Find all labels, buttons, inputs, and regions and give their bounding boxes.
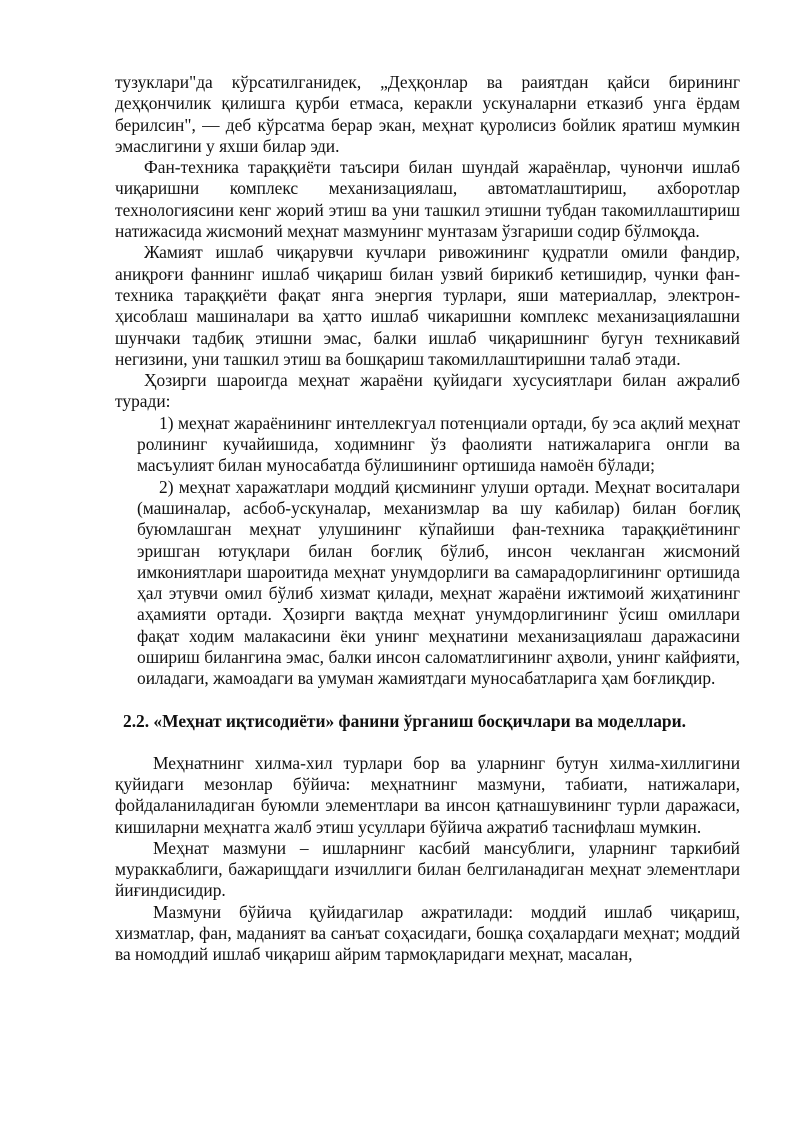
- paragraph: Мазмуни бўйича қуйидагилар ажратилади: моддий ишлаб чиқариш, хизматлар, фан, маданият ва санъат соҳасидаги, бошқа соҳалардаги меҳнат; моддий ва номоддий ишлаб чиқариш айрим тармоқларидаги меҳнат, масалан,: [115, 901, 740, 965]
- list-item-number: 2): [159, 476, 174, 497]
- paragraph: Меҳнат мазмуни – ишларнинг касбий мансублиги, уларнинг таркибий мураккаблиги, бажарищдаги изчиллиги билан белгиланадиган меҳнат элементлари йиғиндисидир.: [115, 837, 740, 901]
- list-item-number: 1): [159, 412, 174, 433]
- top-text: [115, 72, 740, 413]
- paragraph-continuation: тузуклари"да кўрсатилганидек, „Деҳқонлар ва раиятдан қайси бирининг деҳқончилик қилишга қурби етмаса, керакли ускуналарни етказиб унга ёрдам берилсин", — деб кўрсатма берар экан, меҳнат қуролисиз бойлик яратиш мумкин эмаслигини у яхши билар эди.: [115, 72, 740, 156]
- section-heading: 2.2. «Меҳнат иқтисодиёти» фанини ўрганиш босқичлари ва моделлари.: [123, 710, 686, 731]
- list-item: [137, 413, 740, 477]
- list-item: [137, 477, 740, 690]
- paragraph: Ҳозирги шароигда меҳнат жараёни қуйидаги хусусиятлари билан ажралиб туради:: [115, 370, 740, 412]
- numbered-list: [115, 413, 740, 690]
- paragraph: Жамият ишлаб чиқарувчи кучлари ривожининг қудратли омили фандир, аниқроғи фаннинг ишлаб чиқариш билан узвий бирикиб кетишидир, чунки фан-техника тараққиёти фақат янга энергия турлари, яши материаллар, электрон-ҳисоблаш машиналари ва ҳатто ишлаб чикаришни комплекс механизациялашни шунчаки тадбиқ этишни эмас, балки ишлаб чиқаришнинг бугун техникавий негизини, уни ташкил этиш ва бошқариш такомиллаштиришни талаб этади.: [115, 242, 740, 369]
- section-text: [115, 753, 740, 966]
- paragraph: Фан-техника тараққиёти таъсири билан шундай жараёнлар, чунончи ишлаб чиқаришни комплекс механизациялаш, автоматлаштириш, ахборотлар технологиясини кенг жорий этиш ва уни ташкил этишни тубдан такомиллаштириш натижасида жисмоний меҳнат мазмунинг мунтазам ўзгариши содир бўлмоқда.: [115, 157, 740, 242]
- list-item-text: меҳнат жараёнининг интеллекгуал потенциали ортади, бу эса ақлий меҳнат ролининг кучайишида, ходимнинг ўз фаолияти натижаларига онгли ва масъулият билан муносабатда бўлишининг ортишида намоён бўлади;: [137, 412, 740, 476]
- list-item-text: меҳнат харажатлари моддий қисмининг улуши ортади. Меҳнат воситалари (машиналар, асбоб-ускуналар, механизмлар ва шу кабилар) билан боғлиқ буюмлашган меҳнат улушининг кўпайиши фан-техника тараққиётининг эришган ютуқлари билан боғлиқ бўлиб, инсон чекланган жисмоний имкониятлари шароитида меҳнат унумдорлиги ва самарадорлигининг ортишида ҳал этувчи омил бўлиб хизмат қилади, меҳнат жараёни ижтимоий жиҳатининг аҳамияти ортади. Ҳозирги вақтда меҳнат унумдорлигининг ўсиш омиллари фақат ходим малакасини ёки унинг меҳнатини механизациялаш даражасини ошириш билангина эмас, балки инсон саломатлигининг аҳволи, унинг кайфияти, оиладаги, жамоадаги ва умуман жамиятдаги муносабатларига ҳам боғлиқдир.: [137, 476, 740, 689]
- paragraph: Меҳнатнинг хилма-хил турлари бор ва уларнинг бутун хилма-хиллигини қуйидаги мезонлар бўйича: меҳнатнинг мазмуни, табиати, натижалари, фойдаланиладиган буюмли элементлари ва инсон қатнашувининг турли даражаси, кишиларни меҳнатга жалб этиш усуллари бўйича ажратиб таснифлаш мумкин.: [115, 752, 740, 837]
